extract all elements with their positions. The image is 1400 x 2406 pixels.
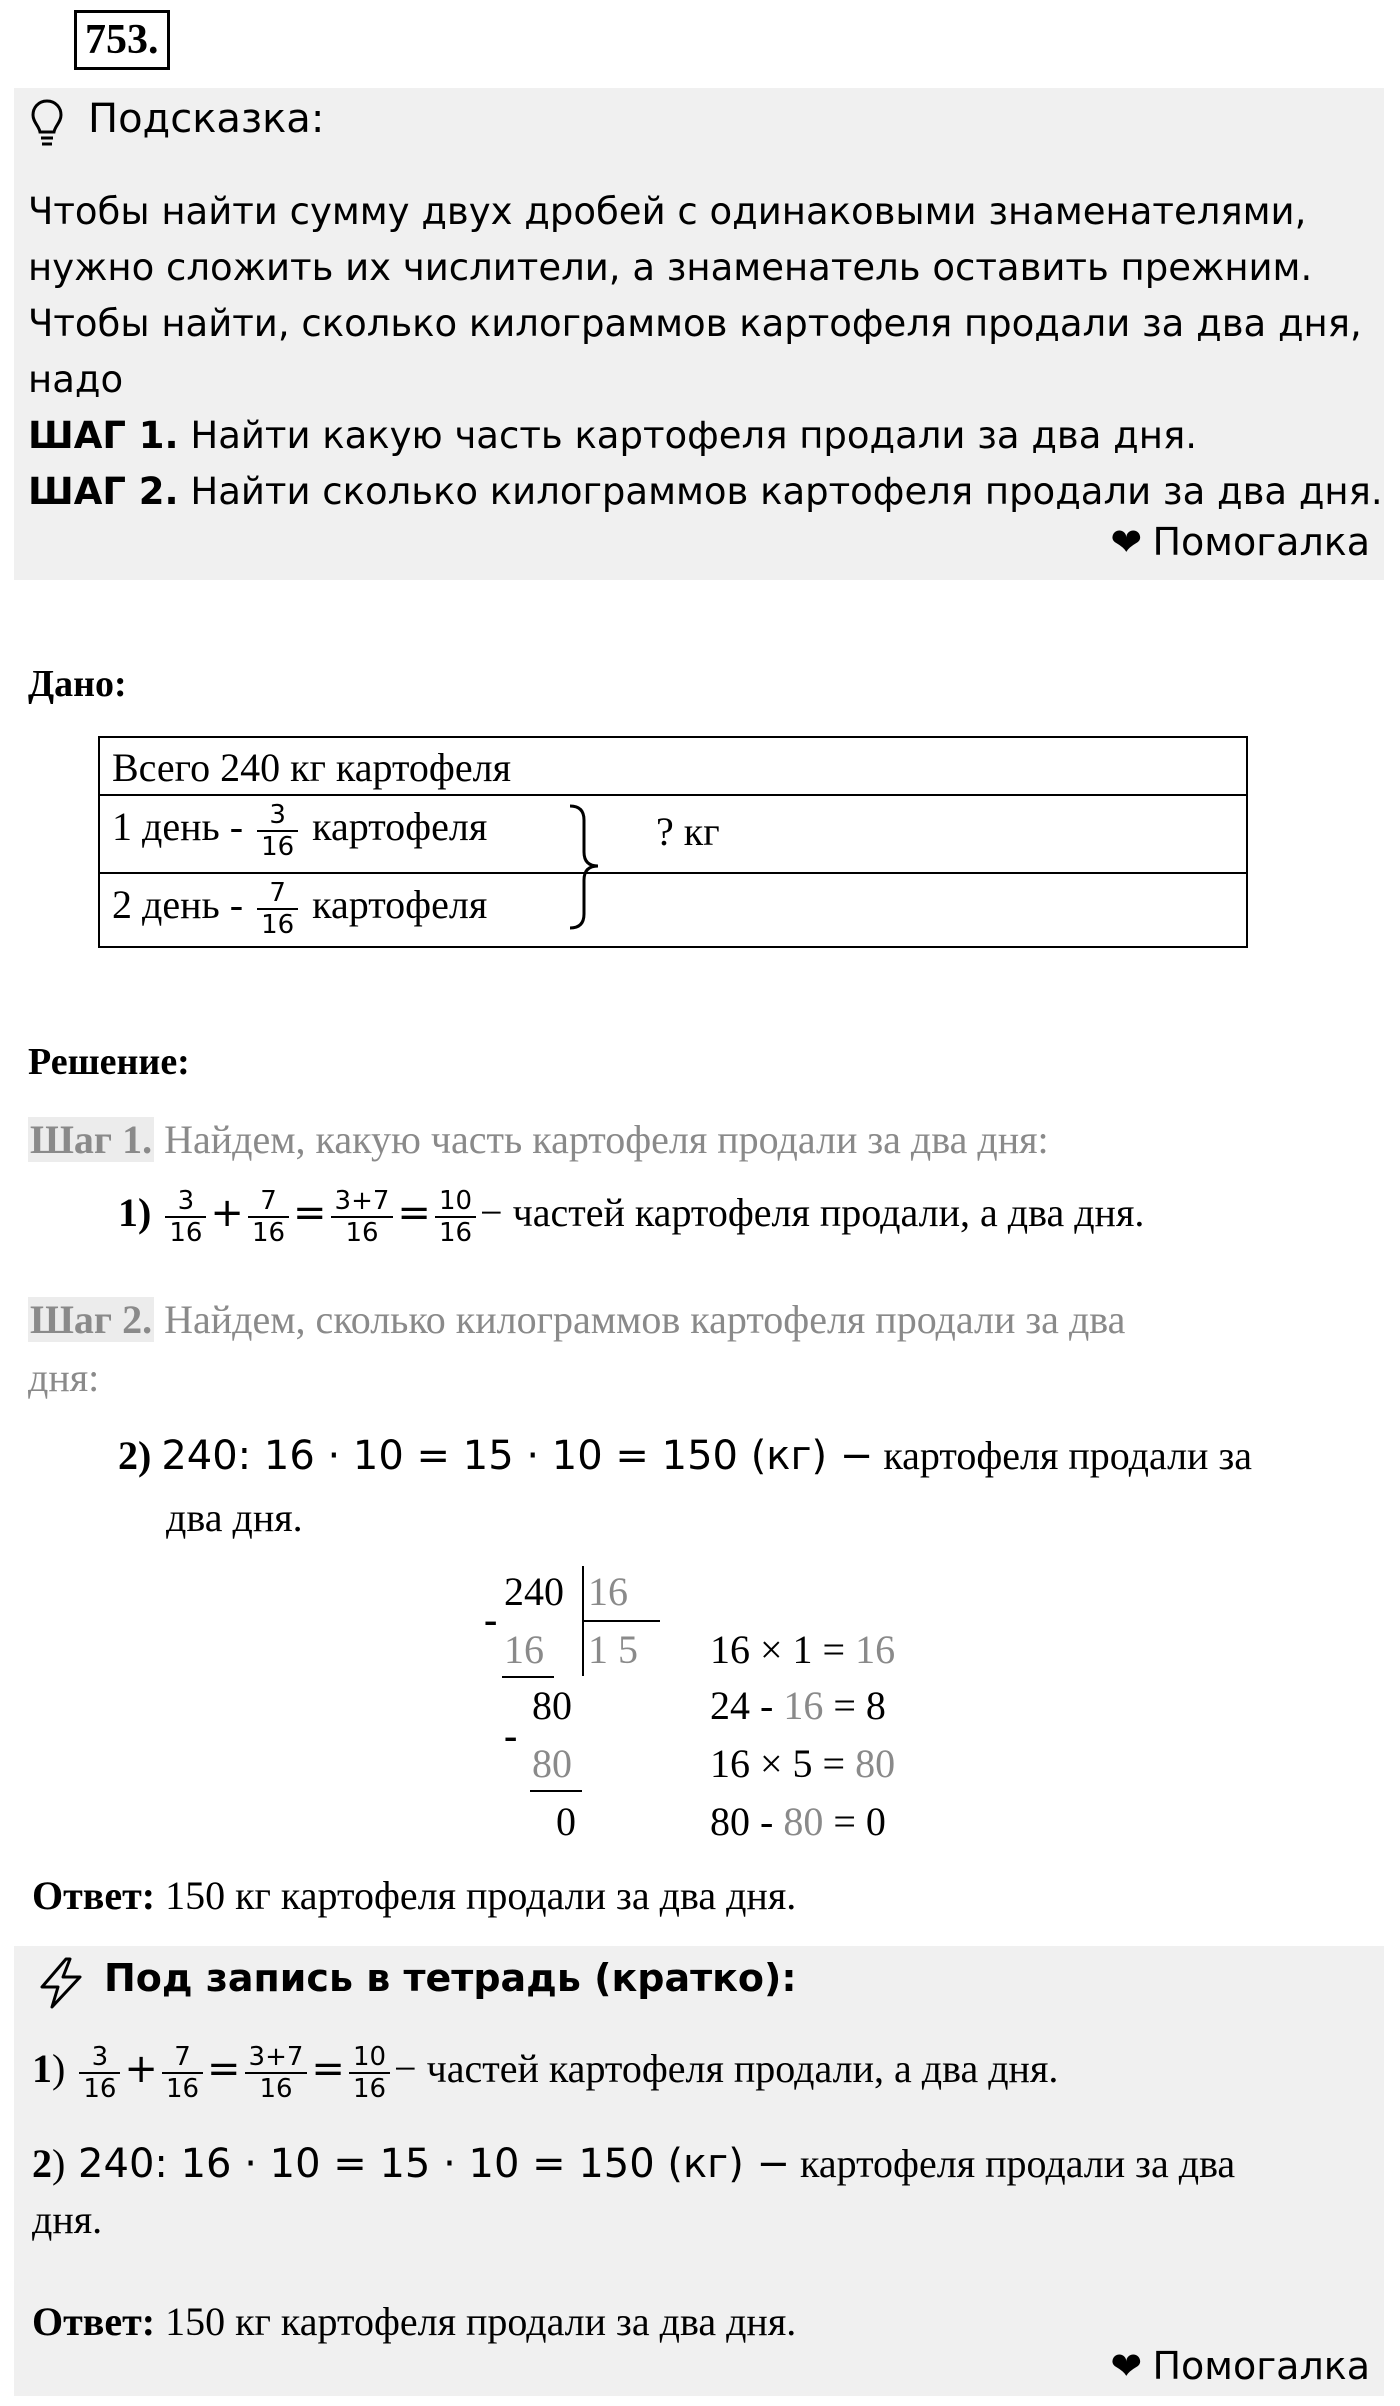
- day2-suffix: картофеля: [312, 882, 488, 928]
- solution-step-2-cont: дня:: [28, 1355, 100, 1400]
- long-division: [470, 1564, 970, 1864]
- fraction-d-den: 16: [438, 1218, 473, 1248]
- minus-sign: -: [504, 1713, 518, 1758]
- day1-fraction: [257, 800, 298, 862]
- brace-icon: [568, 802, 608, 932]
- hint-step-2-text: Найти сколько килограммов картофеля продали за два дня.: [178, 470, 1383, 513]
- notes-eq2-paren: ): [52, 2141, 66, 2186]
- equation-1-tail: − частей картофеля продали, а два дня.: [480, 1190, 1145, 1236]
- fraction-a-num: 3: [165, 1186, 206, 1218]
- day2-denominator: 16: [261, 910, 295, 940]
- day1-denominator: 16: [261, 832, 295, 862]
- day1-numerator: 3: [257, 800, 298, 832]
- equals-sign: =: [207, 2046, 241, 2093]
- notes-panel: [14, 1946, 1384, 2396]
- hint-credit: [1110, 520, 1370, 564]
- given-row-day2: [112, 878, 1258, 940]
- answer-label: Ответ:: [32, 1873, 156, 1918]
- given-table: [98, 736, 1248, 948]
- day1-suffix: картофеля: [312, 804, 488, 850]
- answer-text: 150 кг картофеля продали за два дня.: [155, 1873, 797, 1918]
- solution-step-1-label: Шаг 1.: [30, 1117, 153, 1162]
- day2-fraction: [257, 878, 298, 940]
- check-4-expr: 80 -: [710, 1799, 784, 1844]
- lightning-icon: [36, 1956, 86, 2015]
- check-4-result: = 0: [823, 1799, 886, 1844]
- equation-2-tail: картофеля продали за: [873, 1433, 1252, 1478]
- notes-credit: [1110, 2344, 1370, 2388]
- fraction-a-num: 3: [79, 2042, 120, 2074]
- underline: [530, 1790, 582, 1792]
- fraction-a-den: 16: [169, 1218, 203, 1248]
- fraction-b: [248, 1186, 289, 1248]
- given-row-total: Всего 240 кг картофеля: [112, 745, 511, 790]
- check-1: [710, 1626, 895, 1673]
- fraction-a-den: 16: [83, 2074, 117, 2104]
- fraction-b-num: 7: [162, 2042, 203, 2074]
- hint-step-1-text: Найти какую часть картофеля продали за два дня.: [178, 414, 1197, 457]
- given-title: Дано:: [28, 663, 127, 705]
- hint-line-2: нужно сложить их числители, а знаменатель оставить прежним.: [28, 246, 1313, 289]
- solution-step-2: [28, 1296, 1125, 1343]
- hint-line-4: надо: [28, 358, 124, 401]
- check-4-sub: 80: [783, 1799, 824, 1844]
- check-3-expr: 16 × 5 =: [710, 1741, 856, 1786]
- fraction-c: [331, 1186, 394, 1248]
- fraction-b: [162, 2042, 203, 2104]
- fraction-c-num: 3+7: [245, 2042, 308, 2074]
- solution-step-2-label: Шаг 2.: [30, 1297, 153, 1342]
- solution-step-1-text: Найдем, какую часть картофеля продали за два дня:: [154, 1117, 1049, 1162]
- fraction-b-num: 7: [248, 1186, 289, 1218]
- fraction-c-num: 3+7: [331, 1186, 394, 1218]
- fraction-c-den: 16: [345, 1218, 379, 1248]
- notes-answer-label: Ответ:: [32, 2299, 156, 2344]
- notes-eq1-paren: ): [52, 2046, 66, 2092]
- hint-panel: [14, 88, 1384, 580]
- hint-step-1: [28, 408, 1197, 464]
- solution-equation-1: [118, 1186, 1144, 1248]
- hint-step-2-label: ШАГ 2.: [28, 470, 179, 513]
- given-question: ? кг: [656, 809, 720, 854]
- equation-2-label: 2): [118, 1433, 152, 1478]
- remainder-2: 0: [556, 1799, 576, 1844]
- given-row-divider: [100, 794, 1246, 796]
- division-horizontal-line: [582, 1620, 660, 1622]
- subtrahend-2: 80: [532, 1741, 572, 1786]
- equation-2-expression: 240: 16 · 10 = 15 · 10 = 150 (кг) −: [161, 1433, 874, 1479]
- hint-line-3: Чтобы найти, сколько килограммов картофеля продали за два дня,: [28, 302, 1362, 345]
- solution-step-2-text: Найдем, сколько килограммов картофеля продали за два: [154, 1297, 1126, 1342]
- equals-sign: =: [397, 1190, 431, 1237]
- day2-prefix: 2 день -: [112, 882, 254, 928]
- dividend: 240: [504, 1569, 564, 1614]
- day1-prefix: 1 день -: [112, 804, 254, 850]
- solution-title: Решение:: [28, 1041, 190, 1083]
- notes-title: Под запись в тетрадь (кратко):: [104, 1956, 797, 2000]
- hint-credit-text: Помогалка: [1152, 520, 1370, 564]
- plus-sign: +: [210, 1190, 244, 1237]
- solution-equation-2-cont: два дня.: [166, 1495, 303, 1540]
- check-2-sub: 16: [783, 1683, 824, 1728]
- check-3-result: 80: [855, 1741, 896, 1786]
- check-1-expr: 16 × 1 =: [710, 1627, 856, 1672]
- day2-numerator: 7: [257, 878, 298, 910]
- fraction-d: [435, 1186, 476, 1248]
- underline: [502, 1676, 554, 1678]
- fraction-d-num: 10: [435, 1186, 476, 1218]
- notes-eq2-tail: картофеля продали за два: [790, 2141, 1236, 2186]
- minus-sign: -: [484, 1597, 498, 1642]
- notes-eq2-label: 2: [32, 2141, 52, 2186]
- heart-icon: ❤: [1110, 520, 1143, 564]
- check-2: [710, 1682, 886, 1729]
- subtrahend-1: 16: [504, 1627, 544, 1672]
- fraction-c-den: 16: [259, 2074, 293, 2104]
- fraction-a: [79, 2042, 120, 2104]
- hint-title: Подсказка:: [88, 96, 325, 142]
- lightbulb-icon: [30, 98, 64, 154]
- equals-sign: =: [293, 1190, 327, 1237]
- fraction-d: [349, 2042, 390, 2104]
- plus-sign: +: [124, 2046, 158, 2093]
- fraction-d-den: 16: [352, 2074, 387, 2104]
- quotient: 1 5: [588, 1627, 638, 1672]
- fraction-d-num: 10: [349, 2042, 390, 2074]
- check-2-result: = 8: [823, 1683, 886, 1728]
- hint-step-2: [28, 464, 1383, 520]
- hint-line-1: Чтобы найти сумму двух дробей с одинаковыми знаменателями,: [28, 190, 1307, 233]
- fraction-b-den: 16: [165, 2074, 200, 2104]
- given-row-divider: [100, 872, 1246, 874]
- notes-equation-2: [32, 2140, 1235, 2187]
- equals-sign: =: [311, 2046, 345, 2093]
- notes-answer-text: 150 кг картофеля продали за два дня.: [155, 2299, 797, 2344]
- fraction-c: [245, 2042, 308, 2104]
- notes-eq2-expression: 240: 16 · 10 = 15 · 10 = 150 (кг) −: [65, 2141, 791, 2187]
- task-number: 753.: [74, 10, 170, 70]
- fraction-b-den: 16: [251, 1218, 286, 1248]
- heart-icon: ❤: [1110, 2344, 1143, 2388]
- notes-eq1-label: 1: [32, 2046, 52, 2092]
- notes-eq1-tail: − частей картофеля продали, а два дня.: [394, 2046, 1059, 2092]
- check-1-result: 16: [855, 1627, 896, 1672]
- check-3: [710, 1740, 895, 1787]
- check-2-expr: 24 -: [710, 1683, 784, 1728]
- notes-credit-text: Помогалка: [1152, 2344, 1370, 2388]
- solution-answer: [32, 1872, 796, 1919]
- equation-1-label: 1): [118, 1190, 152, 1236]
- notes-equation-2-cont: дня.: [32, 2197, 103, 2242]
- check-4: [710, 1798, 886, 1845]
- notes-answer: [32, 2298, 796, 2345]
- notes-equation-1: [32, 2042, 1058, 2104]
- solution-equation-2: [118, 1432, 1252, 1479]
- divisor: 16: [588, 1569, 628, 1614]
- hint-step-1-label: ШАГ 1.: [28, 414, 179, 457]
- solution-step-1: [28, 1116, 1049, 1163]
- fraction-a: [165, 1186, 206, 1248]
- remainder-1: 80: [532, 1683, 572, 1728]
